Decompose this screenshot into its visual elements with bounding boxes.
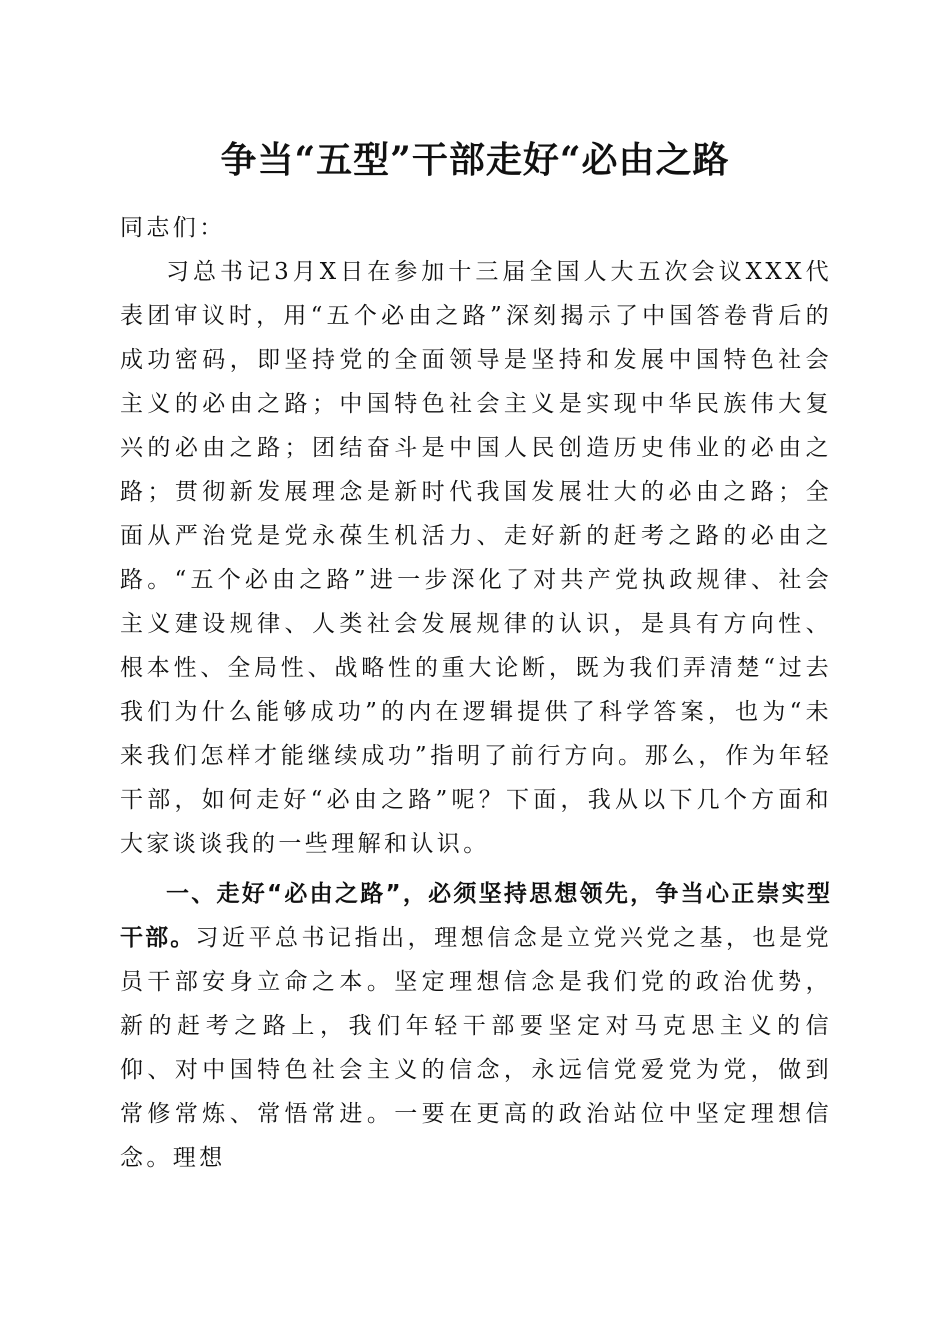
document-body <box>120 206 832 1180</box>
greeting: 同志们： <box>120 215 226 241</box>
section-heading-1: 一、走好“必由之路”，必须坚持思想领先，争当心正崇实型干部。 <box>120 881 832 951</box>
paragraph-section-1 <box>120 872 832 1180</box>
paragraph-intro: 习总书记3月X日在参加十三届全国人大五次会议XXX代表团审议时，用“五个必由之路”深刻揭示了中国答卷背后的成功密码，即坚持党的全面领导是坚持和发展中国特色社会主义的必由之路；中国特色社会主义是实现中华民族伟大复兴的必由之路；团结奋斗是中国人民创造历史伟业的必由之路；贯彻新发展理念是新时代我国发展壮大的必由之路；全面从严治党是党永葆生机活力、走好新的赶考之路的必由之路。“五个必由之路”进一步深化了对共产党执政规律、社会主义建设规律、人类社会发展规律的认识，是具有方向性、根本性、全局性、战略性的重大论断，既为我们弄清楚“过去我们为什么能够成功”的内在逻辑提供了科学答案，也为“未来我们怎样才能继续成功”指明了前行方向。那么，作为年轻干部，如何走好“必由之路”呢？下面，我从以下几个方面和大家谈谈我的一些理解和认识。 <box>120 259 832 857</box>
document-title: 争当“五型”干部走好“必由之路 <box>220 139 730 181</box>
section-body-1: 习近平总书记指出，理想信念是立党兴党之基，也是党员干部安身立命之本。坚定理想信念是我们党的政治优势，新的赶考之路上，我们年轻干部要坚定对马克思主义的信仰、对中国特色社会主义的信念，永远信党爱党为党，做到常修常炼、常悟常进。一要在更高的政治站位中坚定理想信念。理想 <box>120 925 833 1171</box>
